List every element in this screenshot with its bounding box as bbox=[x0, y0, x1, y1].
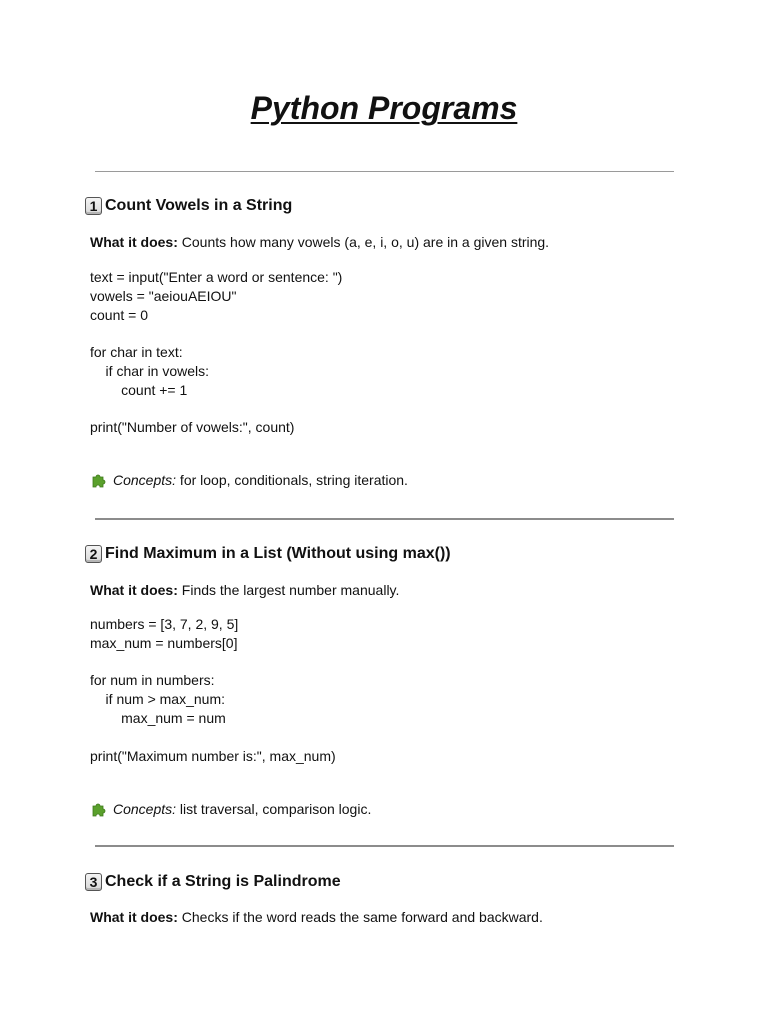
puzzle-piece-icon bbox=[91, 801, 107, 817]
code-line: print("Maximum number is:", max_num) bbox=[90, 747, 336, 764]
code-line: max_num = numbers[0] bbox=[90, 634, 238, 651]
code-line bbox=[90, 653, 336, 672]
code-line: for num in numbers: bbox=[90, 672, 215, 689]
code-line: count += 1 bbox=[90, 381, 188, 398]
section-heading-2 bbox=[85, 545, 451, 563]
section-title: Check if a String is Palindrome bbox=[105, 873, 341, 890]
code-line bbox=[90, 400, 342, 419]
puzzle-piece-icon bbox=[91, 472, 107, 488]
code-line bbox=[90, 728, 336, 747]
description-label: What it does: bbox=[90, 909, 178, 925]
code-line: max_num = num bbox=[90, 709, 226, 726]
concepts-line bbox=[90, 801, 371, 817]
code-block bbox=[90, 268, 342, 437]
code-line: if num > max_num: bbox=[90, 691, 225, 708]
code-line: text = input("Enter a word or sentence: ") bbox=[90, 269, 343, 285]
page-title: Python Programs bbox=[250, 90, 518, 126]
section-description bbox=[90, 234, 549, 250]
section-heading-3 bbox=[85, 873, 341, 891]
code-line: print("Number of vowels:", count) bbox=[90, 419, 295, 436]
description-text: Checks if the word reads the same forward and backward. bbox=[177, 909, 543, 925]
code-line: count = 0 bbox=[90, 306, 148, 323]
keycap-number-icon: 1 bbox=[85, 197, 102, 215]
code-line bbox=[90, 324, 342, 343]
description-text: Counts how many vowels (a, e, i, o, u) are in a given string. bbox=[177, 234, 550, 250]
section-heading-1 bbox=[85, 197, 292, 215]
concepts-line bbox=[90, 472, 408, 488]
description-text: Finds the largest number manually. bbox=[177, 582, 400, 598]
divider bbox=[95, 845, 674, 847]
section-title: Count Vowels in a String bbox=[105, 197, 293, 214]
section-description bbox=[90, 909, 543, 925]
concepts-text: for loop, conditionals, string iteration. bbox=[176, 472, 408, 488]
concepts-text: list traversal, comparison logic. bbox=[176, 801, 372, 817]
concepts-label: Concepts: bbox=[113, 472, 177, 488]
keycap-number-icon: 2 bbox=[85, 545, 102, 563]
keycap-number-icon: 3 bbox=[85, 873, 102, 891]
concepts-label: Concepts: bbox=[113, 801, 177, 817]
section-title: Find Maximum in a List (Without using max()) bbox=[105, 545, 451, 562]
code-line: for char in text: bbox=[90, 344, 183, 361]
code-line: numbers = [3, 7, 2, 9, 5] bbox=[90, 616, 239, 632]
code-line: vowels = "aeiouAEIOU" bbox=[90, 287, 237, 304]
description-label: What it does: bbox=[90, 582, 178, 598]
section-description bbox=[90, 582, 399, 598]
divider bbox=[95, 518, 674, 520]
description-label: What it does: bbox=[90, 234, 178, 250]
divider bbox=[95, 171, 674, 172]
code-line: if char in vowels: bbox=[90, 362, 210, 379]
code-block bbox=[90, 615, 336, 765]
